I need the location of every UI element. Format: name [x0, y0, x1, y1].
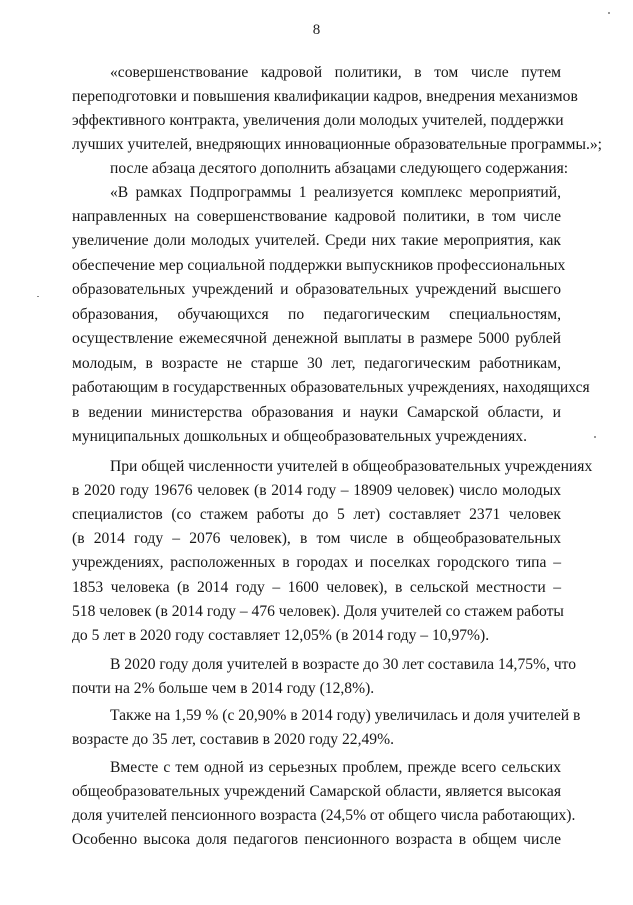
- text-line: до 5 лет в 2020 году составляет 12,05% (в 2014 году – 10,97%).: [72, 627, 490, 644]
- text-line: «В рамках Подпрограммы 1 реализуется комплекс мероприятий,: [110, 184, 561, 201]
- text-line: лучших учителей, внедряющих инновационные образовательные программы.»;: [72, 136, 602, 153]
- scan-speck: [594, 436, 596, 438]
- text-line: учреждениях, расположенных в городах и поселках городского типа –: [72, 554, 561, 571]
- text-line: доля учителей пенсионного возраста (24,5% от общего числа работающих).: [72, 807, 576, 824]
- page-number: 8: [312, 22, 321, 38]
- text-line: эффективного контракта, увеличения доли молодых учителей, поддержки: [72, 112, 564, 129]
- text-line: работающим в государственных образовательных учреждениях, находящихся: [72, 379, 590, 396]
- text-line: увеличение доли молодых учителей. Среди них такие мероприятия, как: [72, 232, 561, 249]
- text-line: общеобразовательных учреждений Самарской области, является высокая: [72, 783, 561, 800]
- text-line: осуществление ежемесячной денежной выплаты в размере 5000 рублей: [72, 330, 561, 347]
- text-line: муниципальных дошкольных и общеобразовательных учреждениях.: [72, 428, 527, 445]
- text-line: образования, обучающихся по педагогическим специальностям,: [72, 306, 561, 323]
- text-line: в 2020 году 19676 человек (в 2014 году – 18909 человек) число молодых: [72, 482, 561, 499]
- text-line: возрасте до 35 лет, составив в 2020 году 22,49%.: [72, 731, 394, 748]
- text-line: в ведении министерства образования и науки Самарской области, и: [72, 404, 561, 421]
- text-line: 518 человек (в 2014 году – 476 человек). Доля учителей со стажем работы: [72, 603, 564, 620]
- text-line: Также на 1,59 % (с 20,90% в 2014 году) увеличилась и доля учителей в: [110, 707, 581, 724]
- text-line: (в 2014 году – 2076 человек), в том числе в общеобразовательных: [72, 530, 561, 547]
- text-line: переподготовки и повышения квалификации кадров, внедрения механизмов: [72, 88, 578, 105]
- text-line: после абзаца десятого дополнить абзацами следующего содержания:: [110, 160, 569, 177]
- text-line: почти на 2% больше чем в 2014 году (12,8%).: [72, 680, 375, 697]
- text-line: образовательных учреждений и образовательных учреждений высшего: [72, 281, 561, 298]
- text-line: 1853 человека (в 2014 году – 1600 человек), в сельской местности –: [72, 579, 561, 596]
- text-line: В 2020 году доля учителей в возрасте до 30 лет составила 14,75%, что: [110, 656, 577, 673]
- text-line: обеспечение мер социальной поддержки выпускников профессиональных: [72, 257, 566, 274]
- text-line: направленных на совершенствование кадровой политики, в том числе: [72, 208, 561, 225]
- text-line: При общей численности учителей в общеобразовательных учреждениях: [110, 458, 593, 475]
- scan-speck: [37, 296, 39, 297]
- text-line: специалистов (со стажем работы до 5 лет) составляет 2371 человек: [72, 506, 561, 523]
- scan-speck: [608, 12, 610, 14]
- text-line: молодым, в возрасте не старше 30 лет, педагогическим работникам,: [72, 355, 561, 372]
- text-line: Особенно высока доля педагогов пенсионного возраста в общем числе: [72, 831, 561, 848]
- text-line: «совершенствование кадровой политики, в том числе путем: [110, 64, 561, 81]
- text-line: Вместе с тем одной из серьезных проблем, прежде всего сельских: [110, 759, 561, 776]
